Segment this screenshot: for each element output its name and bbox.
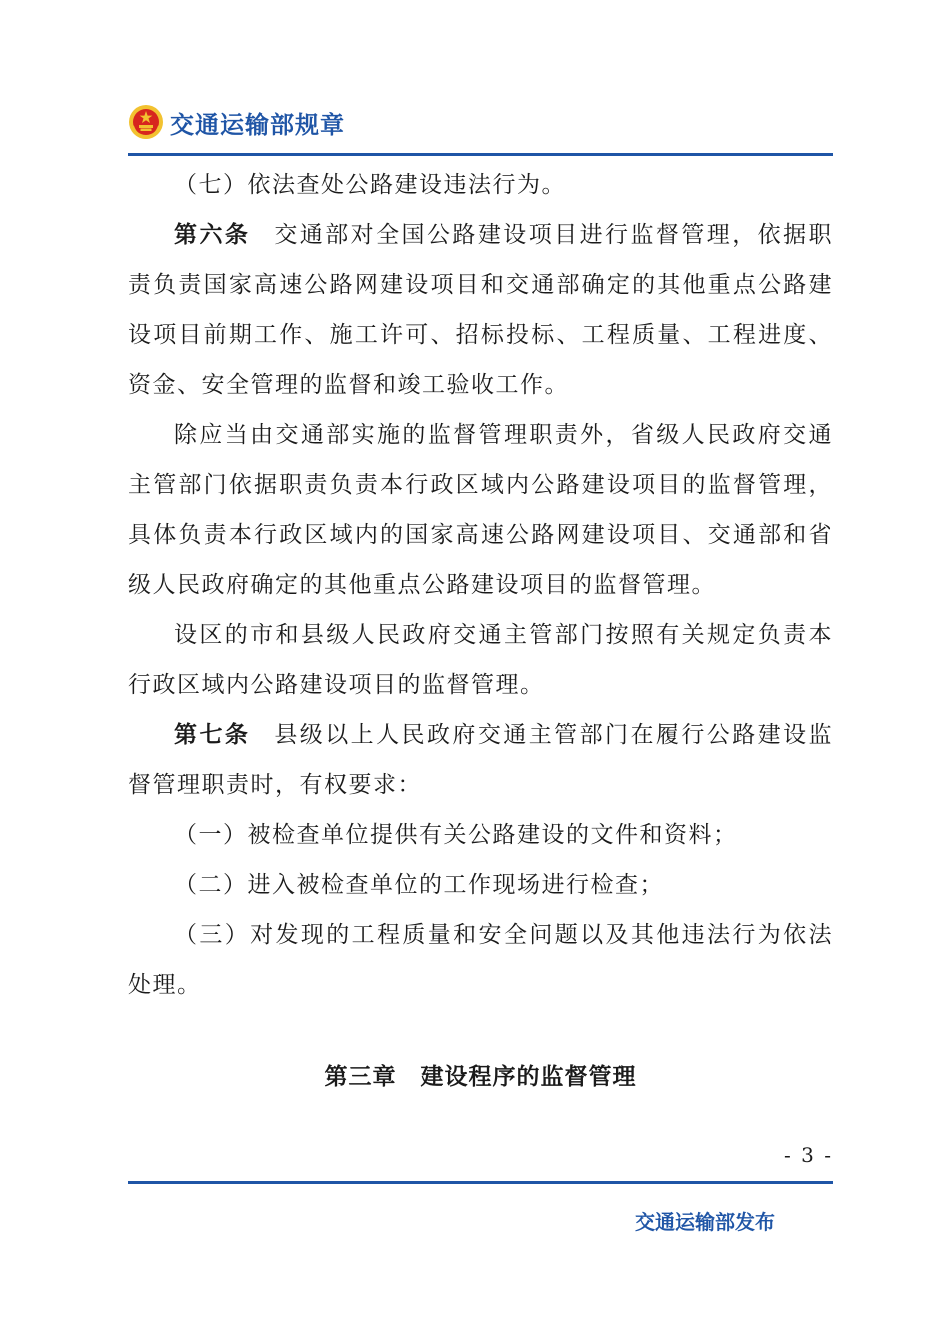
chapter-heading: 第三章 建设程序的监督管理: [324, 1064, 637, 1090]
paragraph-item-2: [128, 860, 833, 910]
footer-publisher: 交通运输部发布: [635, 1210, 775, 1234]
paragraph-text: 设区的市和县级人民政府交通主管部门按照有关规定负责本行政区域内公路建设项目的监督管理。: [128, 622, 833, 698]
paragraph-item-7: [128, 160, 833, 210]
paragraph-text: （一）被检查单位提供有关公路建设的文件和资料；: [174, 822, 738, 848]
paragraph-item-1: [128, 810, 833, 860]
paragraph-city-county-duties: [128, 610, 833, 710]
article-label: 第七条: [174, 722, 251, 748]
footer-divider: [128, 1181, 833, 1184]
document-body: [128, 160, 833, 1010]
article-label: 第六条: [174, 222, 251, 248]
header-title: 交通运输部规章: [170, 110, 345, 139]
paragraph-provincial-duties: [128, 410, 833, 610]
paragraph-text: 县级以上人民政府交通主管部门在履行公路建设监督管理职责时，有权要求：: [128, 722, 833, 798]
national-emblem-icon: [128, 104, 164, 140]
paragraph-text: （三）对发现的工程质量和安全问题以及其他违法行为依法处理。: [128, 922, 833, 998]
article-7: [128, 710, 833, 810]
paragraph-text: 交通部对全国公路建设项目进行监督管理，依据职责负责国家高速公路网建设项目和交通部确定的其他重点公路建设项目前期工作、施工许可、招标投标、工程质量、工程进度、资金、安全管理的监督和竣工验收工作。: [128, 222, 833, 398]
header-divider: [128, 153, 833, 156]
page-number: - 3 -: [784, 1143, 833, 1167]
page-header: [128, 100, 345, 144]
paragraph-text: （七）依法查处公路建设违法行为。: [174, 172, 566, 198]
paragraph-text: 除应当由交通部实施的监督管理职责外，省级人民政府交通主管部门依据职责负责本行政区域内公路建设项目的监督管理，具体负责本行政区域内的国家高速公路网建设项目、交通部和省级人民政府确定的其他重点公路建设项目的监督管理。: [128, 422, 833, 598]
article-6: [128, 210, 833, 410]
paragraph-item-3: [128, 910, 833, 1010]
paragraph-text: （二）进入被检查单位的工作现场进行检查；: [174, 872, 664, 898]
